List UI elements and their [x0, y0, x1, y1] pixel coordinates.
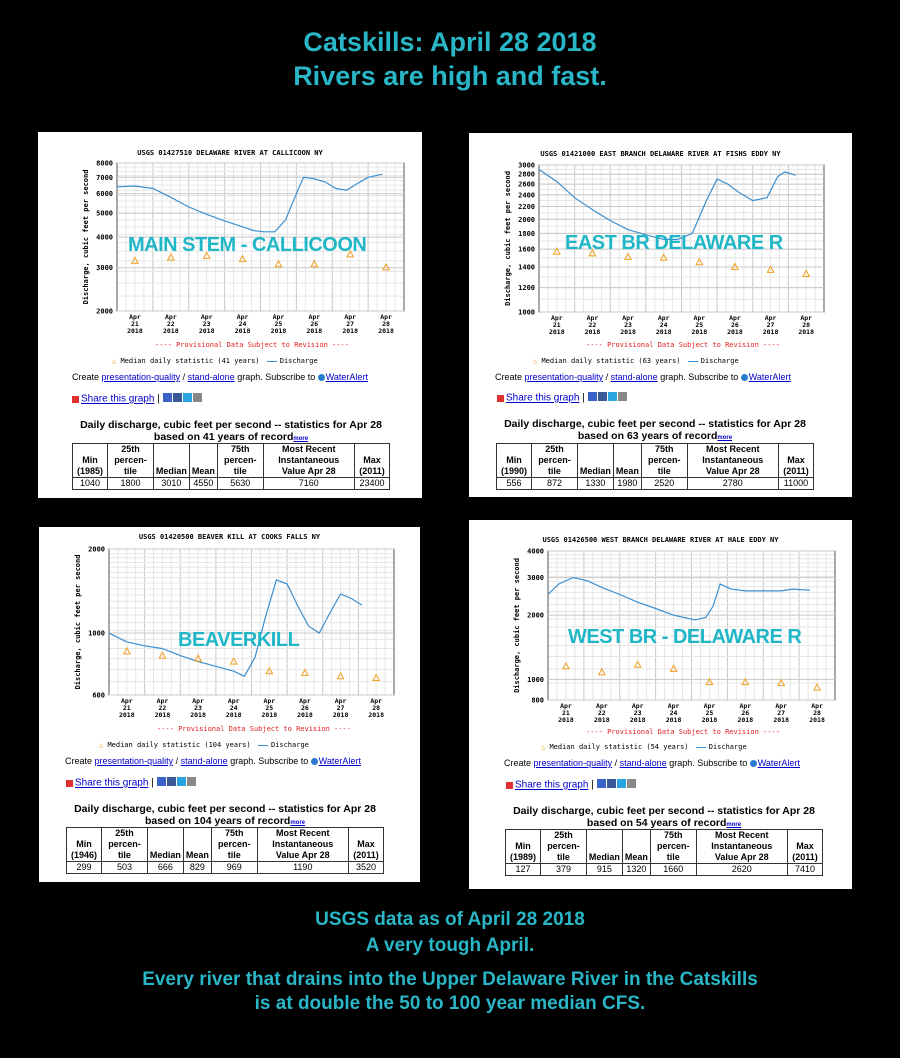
stats-value-median: 915: [586, 864, 622, 876]
x-tick-label: Apr 22 2018: [593, 702, 610, 724]
discharge-line-icon: [688, 361, 698, 362]
median-triangle-icon: △: [99, 741, 104, 749]
legend-discharge-label: Discharge: [279, 357, 318, 365]
social-icons[interactable]: [597, 779, 637, 791]
share-row: Share this graph |: [66, 777, 197, 789]
x-tick-label: Apr 27 2018: [773, 702, 790, 724]
stats-value-mean: 1980: [613, 478, 641, 490]
more-link[interactable]: more: [726, 822, 742, 828]
x-tick-label: Apr 28 2018: [378, 313, 394, 335]
y-tick-label: 8000: [96, 159, 113, 168]
create-prefix: Create: [65, 756, 93, 766]
create-sep: /: [175, 756, 179, 766]
y-tick-label: 1000: [527, 675, 544, 684]
x-tick-label: Apr 25 2018: [701, 702, 718, 724]
y-tick-label: 1000: [88, 629, 105, 638]
stats-value-row: [73, 478, 390, 490]
x-tick-label: Apr 27 2018: [332, 697, 349, 719]
x-tick-label: Apr 21 2018: [558, 702, 574, 724]
chart-title: USGS 01420500 BEAVER KILL AT COOKS FALLS NY: [138, 533, 321, 541]
x-tick-label: Apr 24 2018: [225, 697, 242, 719]
wateralert-icon: [741, 374, 748, 381]
stats-header-p25: 25th percen- tile: [541, 830, 587, 864]
wateralert-link[interactable]: WaterAlert: [325, 372, 368, 382]
share-icon: [506, 782, 513, 789]
stats-heading: [505, 805, 823, 831]
social-icons[interactable]: [157, 777, 197, 789]
x-tick-label: Apr 24 2018: [234, 313, 251, 335]
x-tick-label: Apr 24 2018: [655, 314, 672, 336]
stats-value-row: [67, 862, 384, 874]
header-line1: Catskills: April 28 2018: [303, 27, 597, 57]
x-tick-label: Apr 25 2018: [691, 314, 708, 336]
stats-header-min: Min (1989): [506, 830, 541, 864]
chart-title: USGS 01426500 WEST BRANCH DELAWARE RIVER AT HALE EDDY NY: [542, 536, 779, 544]
chart-panel-callicoon: [38, 132, 422, 498]
discharge-line-icon: [696, 747, 706, 748]
create-sep: /: [614, 758, 618, 768]
x-tick-label: Apr 27 2018: [762, 314, 779, 336]
stats-table: [496, 443, 814, 490]
stats-header-p25: 25th percen- tile: [102, 828, 148, 862]
stats-value-p75: 2520: [641, 478, 687, 490]
discharge-line-icon: [267, 361, 277, 362]
chart-legend: [541, 743, 747, 751]
stats-value-max: 11000: [778, 478, 813, 490]
more-link[interactable]: more: [717, 435, 733, 441]
x-tick-label: Apr 26 2018: [306, 313, 323, 335]
stats-value-p75: 1660: [650, 864, 696, 876]
x-tick-label: Apr 25 2018: [270, 313, 287, 335]
stats-value-mean: 4550: [189, 478, 217, 490]
x-tick-label: Apr 26 2018: [727, 314, 743, 336]
river-overlay-label: MAIN STEM - CALLICOON: [128, 234, 367, 256]
y-tick-label: 600: [92, 691, 105, 700]
stand-alone-link[interactable]: stand-alone: [187, 372, 235, 382]
y-tick-label: 1000: [518, 308, 535, 317]
create-sep: /: [182, 372, 186, 382]
create-sep: /: [605, 372, 609, 382]
provisional-note: ---- Provisional Data Subject to Revision ----: [586, 728, 780, 736]
wateralert-link[interactable]: WaterAlert: [318, 756, 361, 766]
stats-table: [66, 827, 384, 874]
y-tick-label: 4000: [527, 547, 544, 556]
stats-heading: [72, 419, 390, 445]
x-tick-label: Apr 21 2018: [548, 314, 565, 336]
x-tick-label: Apr 23 2018: [629, 702, 646, 724]
y-tick-label: 1400: [518, 263, 535, 272]
stats-header-mean: Mean: [622, 830, 650, 864]
stats-heading-line2: based on 63 years of record: [577, 430, 718, 442]
stats-value-min: 1040: [73, 478, 108, 490]
y-tick-label: 2400: [518, 191, 535, 200]
stats-value-min: 556: [497, 478, 532, 490]
create-suffix: graph. Subscribe to: [230, 756, 309, 766]
footer-line4: is at double the 50 to 100 year median CFS.: [254, 993, 646, 1014]
x-tick-label: Apr 24 2018: [665, 702, 682, 724]
stats-header-median: Median: [586, 830, 622, 864]
share-link[interactable]: Share this graph: [506, 392, 580, 404]
presentation-quality-link[interactable]: presentation-quality: [524, 372, 604, 382]
provisional-note: ---- Provisional Data Subject to Revision ----: [155, 341, 349, 349]
stats-header-row: [506, 830, 823, 864]
stats-value-row: [506, 864, 823, 876]
x-tick-label: Apr 26 2018: [737, 702, 754, 724]
stats-header-median: Median: [153, 444, 189, 478]
y-tick-label: 3000: [96, 264, 113, 273]
stats-heading-line2: based on 41 years of record: [153, 431, 294, 443]
river-overlay-label: EAST BR DELAWARE R: [565, 232, 783, 254]
footer-line1: USGS data as of April 28 2018: [315, 909, 585, 930]
create-prefix: Create: [495, 372, 523, 382]
y-tick-label: 2600: [518, 180, 535, 189]
presentation-quality-link[interactable]: presentation-quality: [94, 756, 174, 766]
stats-value-recent: 1190: [257, 862, 348, 874]
footer-line3: Every river that drains into the Upper Delaware River in the Catskills: [142, 969, 758, 990]
stats-header-recent: Most Recent Instantaneous Value Apr 28: [263, 444, 354, 478]
stats-heading: [496, 418, 814, 444]
stats-heading-line1: Daily discharge, cubic feet per second -- statistics for Apr 28: [513, 805, 815, 817]
chart-title: USGS 01427510 DELAWARE RIVER AT CALLICOON NY: [137, 149, 323, 157]
create-graph-line: [495, 372, 791, 382]
discharge-series-line: [117, 174, 383, 232]
create-graph-line: [72, 372, 368, 382]
stats-header-p25: 25th percen- tile: [532, 444, 578, 478]
stats-table: [505, 829, 823, 876]
presentation-quality-link[interactable]: presentation-quality: [533, 758, 613, 768]
share-icon: [66, 780, 73, 787]
create-prefix: Create: [504, 758, 532, 768]
stats-value-min: 299: [67, 862, 102, 874]
y-axis-label: Discharge, cubic feet per second: [74, 554, 82, 690]
y-tick-label: 4000: [96, 233, 113, 242]
y-tick-label: 1600: [518, 245, 535, 254]
stats-value-recent: 2780: [687, 478, 778, 490]
create-suffix: graph. Subscribe to: [660, 372, 739, 382]
stats-header-recent: Most Recent Instantaneous Value Apr 28: [257, 828, 348, 862]
x-tick-label: Apr 28 2018: [368, 697, 385, 719]
stats-heading: [66, 803, 384, 829]
median-triangle-icon: △: [541, 743, 546, 751]
create-suffix: graph. Subscribe to: [669, 758, 748, 768]
legend-discharge-label: Discharge: [708, 743, 747, 751]
x-tick-label: Apr 21 2018: [127, 313, 143, 335]
x-tick-label: Apr 28 2018: [809, 702, 825, 724]
wateralert-link[interactable]: WaterAlert: [757, 758, 800, 768]
create-graph-line: [65, 756, 361, 766]
chart-panel-east-branch: [469, 133, 852, 497]
stats-heading-line1: Daily discharge, cubic feet per second -- statistics for Apr 28: [74, 803, 376, 815]
stats-header-min: Min (1990): [497, 444, 532, 478]
x-tick-label: Apr 27 2018: [342, 313, 359, 335]
stats-header-mean: Mean: [183, 828, 211, 862]
stats-header-min: Min (1946): [67, 828, 102, 862]
discharge-series-line: [539, 170, 796, 240]
share-icon: [72, 396, 79, 403]
stats-value-max: 3520: [348, 862, 383, 874]
y-tick-label: 6000: [96, 190, 113, 199]
y-tick-label: 2000: [96, 307, 113, 316]
more-link[interactable]: more: [293, 436, 309, 442]
share-row: Share this graph |: [72, 393, 203, 405]
stats-value-max: 23400: [354, 478, 389, 490]
y-tick-label: 2000: [527, 611, 544, 620]
stats-value-p25: 379: [541, 864, 587, 876]
stats-header-max: Max (2011): [348, 828, 383, 862]
stats-header-median: Median: [147, 828, 183, 862]
presentation-quality-link[interactable]: presentation-quality: [101, 372, 181, 382]
x-tick-label: Apr 23 2018: [190, 697, 206, 719]
y-tick-label: 3000: [518, 161, 535, 170]
stats-header-max: Max (2011): [778, 444, 813, 478]
y-tick-label: 5000: [96, 209, 113, 218]
chart-legend: [533, 357, 739, 365]
x-tick-label: Apr 23 2018: [198, 313, 215, 335]
stats-header-max: Max (2011): [787, 830, 822, 864]
share-link[interactable]: Share this graph: [75, 777, 149, 789]
header-line2: Rivers are high and fast.: [293, 61, 607, 91]
stats-value-p75: 969: [211, 862, 257, 874]
median-triangle-icon: △: [533, 357, 538, 365]
y-tick-label: 3000: [527, 574, 544, 583]
stats-heading-line2: based on 104 years of record: [145, 815, 291, 827]
legend-discharge-label: Discharge: [700, 357, 739, 365]
share-row: Share this graph |: [497, 392, 628, 404]
river-overlay-label: WEST BR - DELAWARE R: [568, 626, 802, 648]
y-axis-label: Discharge, cubic feet per second: [504, 171, 512, 306]
legend-discharge-label: Discharge: [270, 741, 309, 749]
x-tick-label: Apr 21 2018: [118, 697, 135, 719]
legend-median-label: Median daily statistic (104 years): [107, 741, 251, 749]
provisional-note: ---- Provisional Data Subject to Revision ----: [157, 725, 351, 733]
stats-header-p75: 75th percen- tile: [650, 830, 696, 864]
stats-header-median: Median: [577, 444, 613, 478]
x-tick-label: Apr 28 2018: [798, 314, 815, 336]
discharge-line-icon: [258, 745, 268, 746]
stats-value-median: 1330: [577, 478, 613, 490]
stats-value-p25: 1800: [108, 478, 154, 490]
x-tick-label: Apr 22 2018: [584, 314, 601, 336]
stats-header-mean: Mean: [189, 444, 217, 478]
stats-value-recent: 2620: [696, 864, 787, 876]
share-link[interactable]: Share this graph: [81, 393, 155, 405]
x-tick-label: Apr 26 2018: [297, 697, 313, 719]
stats-header-max: Max (2011): [354, 444, 389, 478]
stats-value-median: 3010: [153, 478, 189, 490]
create-prefix: Create: [72, 372, 100, 382]
stand-alone-link[interactable]: stand-alone: [610, 372, 658, 382]
y-tick-label: 2000: [88, 545, 105, 554]
stats-header-row: [497, 444, 814, 478]
stats-value-row: [497, 478, 814, 490]
stats-value-recent: 7160: [263, 478, 354, 490]
y-tick-label: 2000: [518, 215, 535, 224]
wateralert-icon: [318, 374, 325, 381]
chart-panel-beaverkill: [39, 527, 420, 882]
x-tick-label: Apr 25 2018: [261, 697, 278, 719]
legend-median-label: Median daily statistic (41 years): [120, 357, 260, 365]
y-tick-label: 2800: [518, 170, 535, 179]
legend-median-label: Median daily statistic (63 years): [541, 357, 681, 365]
chart-title: USGS 01421000 EAST BRANCH DELAWARE RIVER AT FISHS EDDY NY: [540, 150, 781, 158]
x-tick-label: Apr 23 2018: [620, 314, 636, 336]
stand-alone-link[interactable]: stand-alone: [619, 758, 667, 768]
y-tick-label: 800: [531, 696, 544, 705]
stats-value-p25: 872: [532, 478, 578, 490]
create-graph-line: [504, 758, 800, 768]
stats-header-recent: Most Recent Instantaneous Value Apr 28: [687, 444, 778, 478]
footer-line2: A very tough April.: [365, 935, 535, 956]
stand-alone-link[interactable]: stand-alone: [180, 756, 228, 766]
stats-value-p75: 5630: [217, 478, 263, 490]
y-tick-label: 7000: [96, 173, 113, 182]
legend-median-label: Median daily statistic (54 years): [549, 743, 689, 751]
stats-header-p75: 75th percen- tile: [641, 444, 687, 478]
stats-header-min: Min (1985): [73, 444, 108, 478]
x-tick-label: Apr 22 2018: [154, 697, 171, 719]
share-link[interactable]: Share this graph: [515, 779, 589, 791]
stats-value-mean: 829: [183, 862, 211, 874]
chart-legend: [112, 357, 318, 365]
stats-header-row: [67, 828, 384, 862]
stats-heading-line1: Daily discharge, cubic feet per second -- statistics for Apr 28: [80, 419, 382, 431]
x-tick-label: Apr 22 2018: [162, 313, 179, 335]
stats-header-p75: 75th percen- tile: [217, 444, 263, 478]
social-icons[interactable]: [163, 393, 203, 405]
y-tick-label: 1200: [518, 284, 535, 293]
create-suffix: graph. Subscribe to: [237, 372, 316, 382]
stats-header-p25: 25th percen- tile: [108, 444, 154, 478]
share-icon: [497, 395, 504, 402]
y-axis-label: Discharge, cubic feet per second: [513, 558, 521, 693]
stats-value-min: 127: [506, 864, 541, 876]
median-triangle-icon: △: [112, 357, 117, 365]
stats-header-recent: Most Recent Instantaneous Value Apr 28: [696, 830, 787, 864]
stats-value-max: 7410: [787, 864, 822, 876]
stats-heading-line2: based on 54 years of record: [586, 817, 727, 829]
wateralert-icon: [311, 758, 318, 765]
river-overlay-label: BEAVERKILL: [178, 629, 300, 651]
stats-value-p25: 503: [102, 862, 148, 874]
stats-header-mean: Mean: [613, 444, 641, 478]
social-icons[interactable]: [588, 392, 628, 404]
stats-header-row: [73, 444, 390, 478]
chart-legend: [99, 741, 309, 749]
wateralert-link[interactable]: WaterAlert: [748, 372, 791, 382]
y-tick-label: 1800: [518, 229, 535, 238]
stats-value-median: 666: [147, 862, 183, 874]
stats-value-mean: 1320: [622, 864, 650, 876]
provisional-note: ---- Provisional Data Subject to Revision ----: [586, 341, 780, 349]
y-tick-label: 2200: [518, 203, 535, 212]
wateralert-icon: [750, 760, 757, 767]
y-axis-label: Discharge, cubic feet per second: [82, 169, 90, 305]
more-link[interactable]: more: [290, 820, 305, 826]
stats-heading-line1: Daily discharge, cubic feet per second -- statistics for Apr 28: [504, 418, 806, 430]
stats-table: [72, 443, 390, 490]
stats-header-p75: 75th percen- tile: [211, 828, 257, 862]
chart-panel-west-branch: [469, 520, 852, 889]
share-row: Share this graph |: [506, 779, 637, 791]
